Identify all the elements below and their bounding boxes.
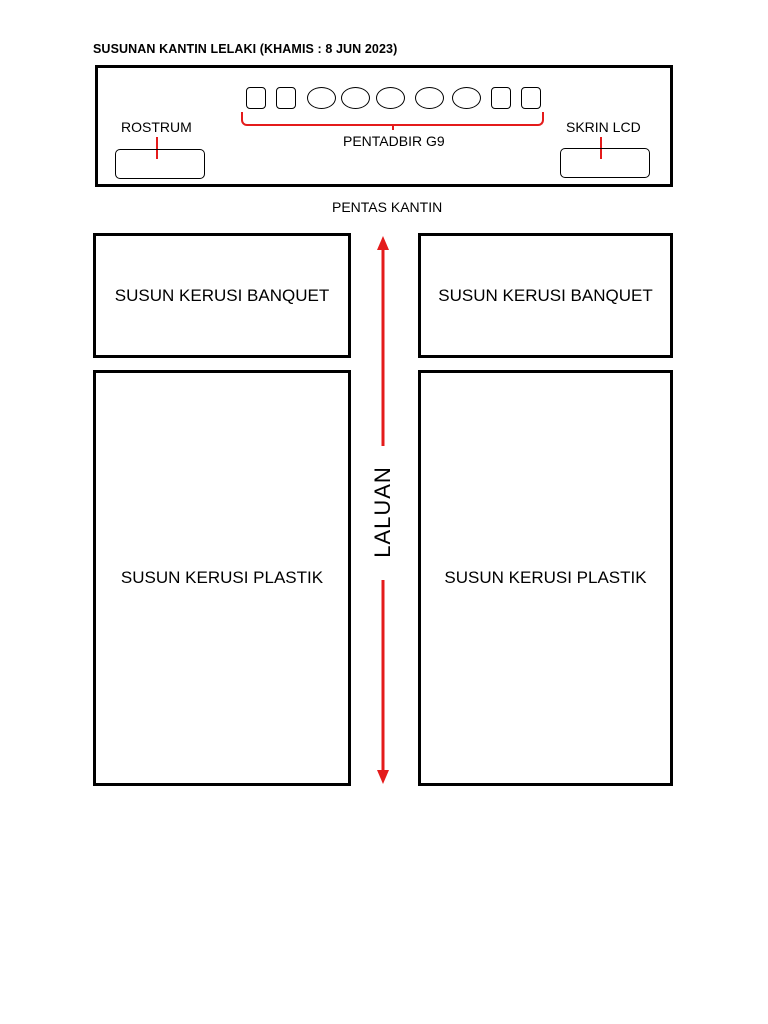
walkway-arrow-down [373,580,393,786]
stage-label: PENTAS KANTIN [332,199,443,215]
banquet-block-left-label: SUSUN KERUSI BANQUET [114,285,330,305]
lcd-screen [560,148,650,178]
admin-seat [521,87,541,109]
admin-seat [341,87,370,109]
admin-seat [246,87,266,109]
rostrum [115,149,205,179]
plastic-block-left [93,370,351,786]
rostrum-label: ROSTRUM [121,119,192,135]
admin-seat [276,87,296,109]
plastic-block-right [418,370,673,786]
banquet-block-right-label: SUSUN KERUSI BANQUET [438,285,653,305]
admin-seat [415,87,444,109]
plastic-block-left-label: SUSUN KERUSI PLASTIK [120,568,324,587]
admin-seat [376,87,405,109]
page-title: SUSUNAN KANTIN LELAKI (KHAMIS : 8 JUN 2023) [93,42,398,56]
screen-label: SKRIN LCD [566,119,641,135]
admin-bracket [241,112,544,126]
plastic-block-right-label: SUSUN KERUSI PLASTIK [444,568,647,587]
walkway-label: LALUAN [370,466,395,558]
admin-label: PENTADBIR G9 [343,133,445,149]
admin-seat [491,87,511,109]
admin-seat [452,87,481,109]
walkway-arrow-up [373,236,393,448]
banquet-block-right [418,233,673,358]
banquet-block-left [93,233,351,358]
admin-seat [307,87,336,109]
